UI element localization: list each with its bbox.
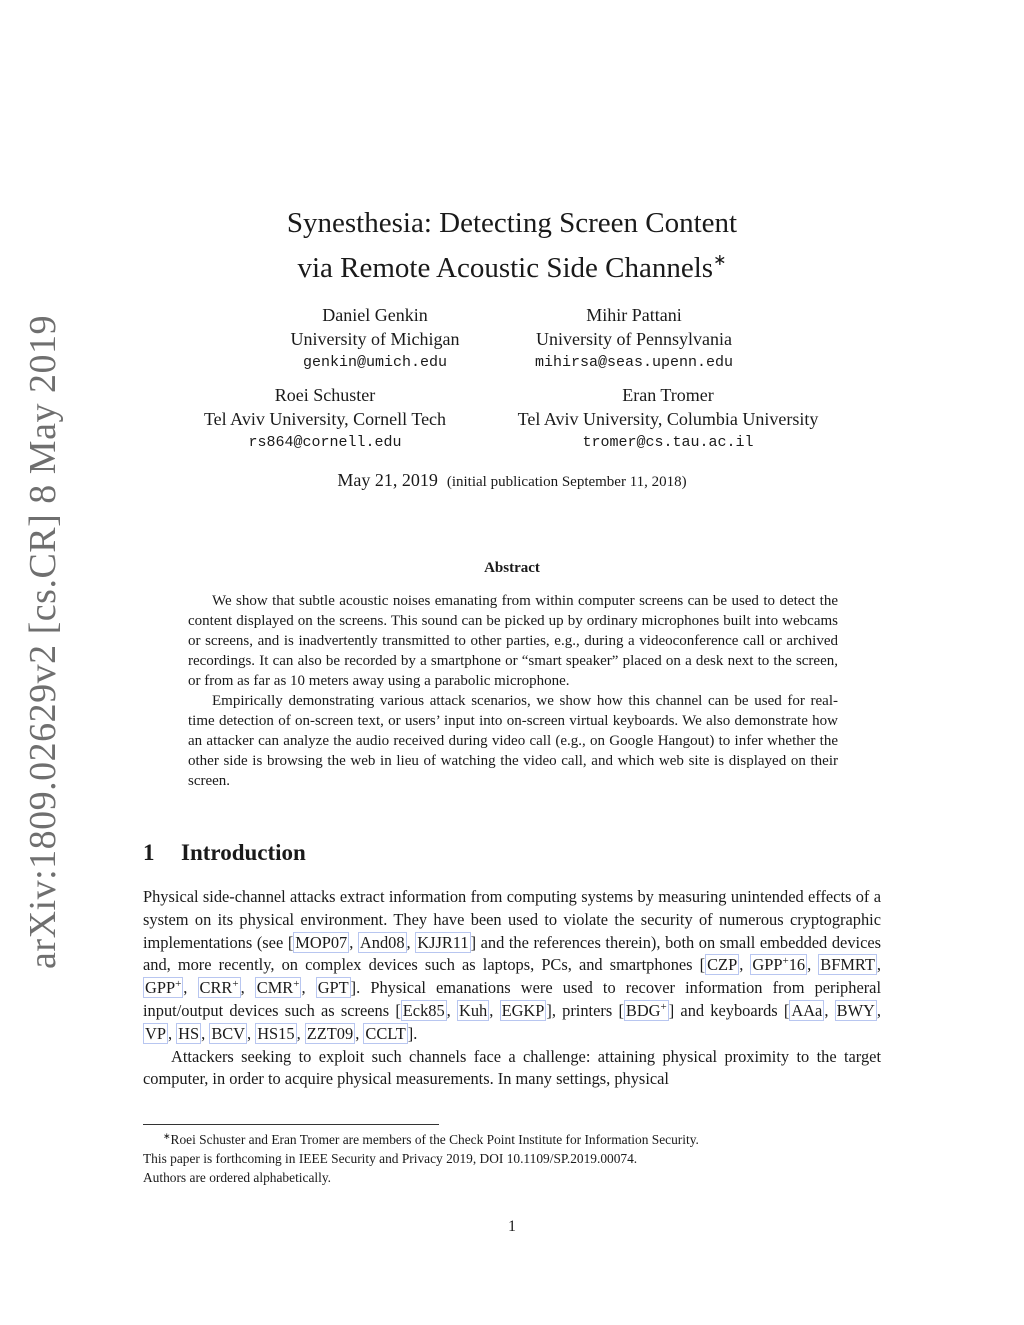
arxiv-stamp bbox=[8, 315, 78, 969]
paper-title bbox=[140, 204, 884, 287]
citation-link[interactable]: CMR+ bbox=[256, 978, 300, 998]
author-block bbox=[270, 303, 480, 375]
section-title: Introduction bbox=[181, 840, 306, 865]
author-email: genkin@umich.edu bbox=[302, 354, 448, 371]
citation-link[interactable]: AAa bbox=[791, 1000, 823, 1020]
citation-link[interactable]: BFMRT bbox=[820, 955, 875, 975]
author-name: Eran Tromer bbox=[622, 385, 714, 405]
author-affiliation: Tel Aviv University, Columbia University bbox=[517, 409, 819, 429]
body-text: ]. Physical emanations were used to recover information from peripheral input/output devices such as screens [ bbox=[143, 978, 882, 1020]
citation-link[interactable]: EGKP bbox=[501, 1000, 545, 1020]
author-name: Mihir Pattani bbox=[586, 305, 682, 325]
body-text: ] and the references therein), both on small embedded devices and, more recently, on complex devices such as laptops, PCs, and smartphones [ bbox=[143, 932, 881, 975]
publication-date bbox=[200, 470, 824, 491]
citation-link[interactable]: BWY bbox=[836, 1000, 875, 1020]
footnote-line: Authors are ordered alphabetically. bbox=[143, 1170, 332, 1185]
abstract-heading: Abstract bbox=[484, 560, 540, 576]
footnote-rule bbox=[143, 1124, 439, 1125]
citation-link[interactable]: VP bbox=[145, 1023, 166, 1043]
citation-link[interactable]: KJJR11 bbox=[417, 932, 469, 952]
date-note: (initial publication September 11, 2018) bbox=[446, 474, 687, 490]
citation-link[interactable]: MOP07 bbox=[295, 932, 348, 952]
body-text: ]. bbox=[407, 1023, 418, 1043]
title-line-1: Synesthesia: Detecting Screen Content bbox=[286, 207, 738, 239]
title-line-2: via Remote Acoustic Side Channels bbox=[297, 252, 714, 284]
citation-link[interactable]: CZP bbox=[707, 955, 738, 975]
citation-link[interactable]: Kuh bbox=[459, 1000, 488, 1020]
footnote-line: ∗Roei Schuster and Eran Tromer are members of the Check Point Institute for Information Security. bbox=[163, 1131, 699, 1147]
author-email: mihirsa@seas.upenn.edu bbox=[534, 354, 734, 371]
citation-link[interactable]: HS bbox=[178, 1023, 200, 1043]
footnote bbox=[143, 1127, 883, 1187]
footnote-mark: ∗ bbox=[163, 1131, 171, 1141]
author-affiliation: Tel Aviv University, Cornell Tech bbox=[203, 409, 447, 429]
abstract-paragraph: We show that subtle acoustic noises emanating from within computer screens can be used to detect the content displayed on the screens. This sound can be picked up by ordinary microphones built into webcams or screens, and is inadvertently transmitted to other parties, e.g., during a videoconference call or archived recordings. It can also be recorded by a smartphone or “smart speaker” placed on a desk next to the screen, or from as far as 10 meters away using a parabolic microphone. bbox=[188, 593, 838, 689]
citation-link[interactable]: BDG+ bbox=[625, 1000, 667, 1020]
body-text: ], printers [ bbox=[546, 1000, 624, 1020]
page-number: 1 bbox=[508, 1218, 516, 1235]
author-block bbox=[180, 383, 470, 455]
footnote-line: This paper is forthcoming in IEEE Security and Privacy 2019, DOI 10.1109/SP.2019.00074. bbox=[143, 1151, 638, 1166]
author-email: tromer@cs.tau.ac.il bbox=[582, 434, 754, 451]
author-name: Daniel Genkin bbox=[322, 305, 428, 325]
body-text: ] and keyboards [ bbox=[668, 1000, 790, 1020]
section-heading bbox=[143, 840, 306, 866]
citation-link[interactable]: HS15 bbox=[257, 1023, 295, 1043]
abstract-body bbox=[188, 591, 838, 791]
author-name: Roei Schuster bbox=[274, 385, 376, 405]
title-footnote-mark: ∗ bbox=[713, 252, 727, 269]
intro-paragraph: Physical side-channel attacks extract information from computing systems by measuring unintended effects of a system on its physical environment. They have been used to violate the security of numerous cryptographic implementations (see [ MOP07 , And08 , KJJR11 ] and the references therein), both on small embedded devices and, more recently, on complex devices such as laptops, PCs, and smartphones [ CZP , GPP+16 , BFMRT , GPP+ , CRR+ , CMR+ , GPT ]. Physical emanations were used to recover information from peripheral input/output devices such as screens [ Eck85 , Kuh , EGKP ], printers [ BDG+ ] and keyboards [ AAa , BWY , VP , HS , BCV , HS15 , ZZT09 , CCLT ]. bbox=[143, 887, 882, 1043]
author-block bbox=[498, 383, 838, 455]
introduction-body bbox=[143, 886, 881, 1091]
arxiv-id: arXiv:1809.02629v2 [cs.CR] 8 May 2019 bbox=[22, 315, 65, 969]
author-email: rs864@cornell.edu bbox=[248, 434, 402, 451]
citation-link[interactable]: GPT bbox=[317, 978, 349, 998]
citation-link[interactable]: GPP+16 bbox=[752, 955, 806, 975]
citation-link[interactable]: CCLT bbox=[365, 1023, 406, 1043]
author-affiliation: University of Michigan bbox=[290, 329, 460, 349]
body-text: Physical side-channel attacks extract information from computing systems by measuring unintended effects of a system on its physical environment. They have been used to violate the security of numerous cryptographic implementations (see [ bbox=[143, 887, 881, 952]
citation-link[interactable]: Eck85 bbox=[402, 1000, 445, 1020]
citation-link[interactable]: ZZT09 bbox=[306, 1023, 354, 1043]
citation-link[interactable]: BCV bbox=[211, 1023, 246, 1043]
author-block bbox=[520, 303, 748, 375]
section-number: 1 bbox=[143, 840, 155, 865]
abstract-paragraph: Empirically demonstrating various attack scenarios, we show how this channel can be used for real-time detection of on-screen text, or users’ input into on-screen virtual keyboards. We also demonstrate how an attacker can analyze the audio received during video call (e.g., on Google Hangout) to infer whether the other side is browsing the web in lieu of watching the video call, and which web site is displayed on their screen. bbox=[188, 693, 838, 789]
citation-link[interactable]: And08 bbox=[359, 932, 405, 952]
citation-link[interactable]: CRR+ bbox=[199, 978, 239, 998]
intro-paragraph: Attackers seeking to exploit such channels face a challenge: attaining physical proximity to the target computer, in order to acquire physical measurements. In many settings, physical bbox=[143, 1046, 881, 1089]
author-affiliation: University of Pennsylvania bbox=[536, 329, 732, 349]
citation-link[interactable]: GPP+ bbox=[145, 978, 182, 998]
date-main: May 21, 2019 bbox=[337, 470, 438, 490]
